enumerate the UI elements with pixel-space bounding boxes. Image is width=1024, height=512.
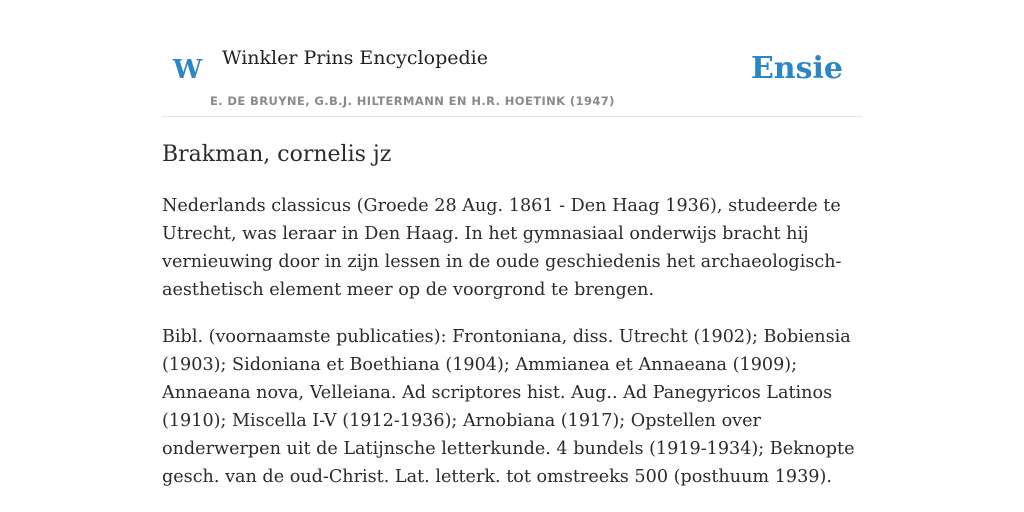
entry-paragraph-bibliography: Bibl. (voornaamste publicaties): Frontoniana, diss. Utrecht (1902); Bobiensia (1903); Sidoniana et Boethiana (1904); Ammianea et Annaeana (1909); Annaeana nova, Velleiana. Ad scriptores hist. Aug.. Ad Panegyricos Latinos (1910); Miscella I-V (1912-1936); Arnobiana (1917); Opstellen over onderwerpen uit de Latijnsche letterkunde. 4 bundels (1919-1934); Beknopte gesch. van de oud-Christ. Lat. letterk. tot omstreeks 500 (posthuum 1939). [162, 327, 855, 487]
publication-logo: W [173, 55, 203, 85]
publication-header [162, 0, 862, 117]
publication-authors: E. DE BRUYNE, G.B.J. HILTERMANN EN H.R. HOETINK (1947) [210, 94, 615, 108]
entry-body [162, 192, 864, 510]
entry-paragraph-description: Nederlands classicus (Groede 28 Aug. 1861 - Den Haag 1936), studeerde te Utrecht, was leraar in Den Haag. In het gymnasiaal onderwijs bracht hij vernieuwing door in zijn lessen in de oude geschiedenis het archaeologisch-aesthetisch element meer op de voorgrond te brengen. [162, 196, 842, 300]
ensie-logo-link[interactable]: Ensie [750, 51, 843, 86]
entry-title: Brakman, cornelis jz [162, 142, 392, 167]
publication-title[interactable]: Winkler Prins Encyclopedie [222, 47, 488, 69]
